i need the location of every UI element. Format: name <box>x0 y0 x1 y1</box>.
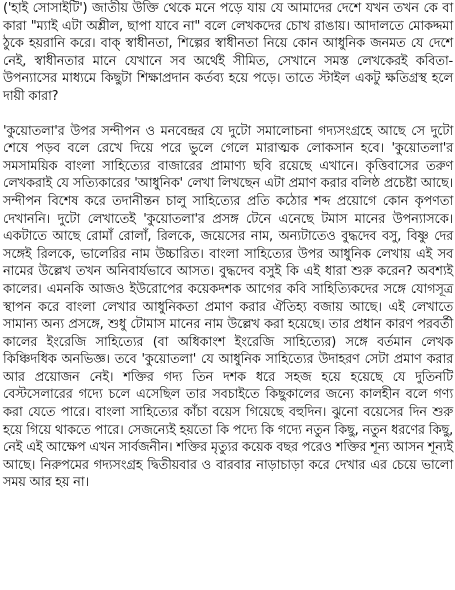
paragraph-intro: ('হাই সোসাইটি') জাতীয় উক্তি থেকে মনে পড়ে যায় যে আমাদের দেশে যখন তখন কে বা কারা "ম্যাই এটা অশ্লীল, ছাপা যাবে না" বলে লেখকদের চোখ রাঙায়। আদালতে মোকদ্দমা ঠুকে হয়রানি করে। বাক্ স্বাধীনতা, শিল্পের স্বাধীনতা নিয়ে কোন আধুনিক জনমত যে দেশে নেই, স্বাধীনতার মানে যেখানে সব অর্থেই সীমিত, সেখানে সমস্ত লেখকেরই কবিতা-উপন্যাসের মাধ্যমে কিছুটা শিক্ষাপ্রদান কর্তব্য হয়ে পড়ে। তাতে স্টাইল একটু ক্ষতিগ্রস্থ হলে দায়ী কারা? <box>3 1 453 104</box>
paragraph-main: 'কুয়োতলা'র উপর সন্দীপন ও মনবেন্দ্রর যে দুটো সমালোচনা গদ্যসংগ্রহে আছে সে দুটো শেষে পড়ব বলে রেখে দিয়ে পরে ভুলে গেলে মারাত্মক লোকসান হবে। 'কুয়োতলা'র সমসাময়িক বাংলা সাহিত্যের বাজারের প্রামাণ্য ছবি রয়েছে এখানে। কৃত্তিবাসের তরুণ লেখকরাই যে সত্যিকারের 'আধুনিক' লেখা লিখছেন এটা প্রমাণ করার বলিষ্ঠ প্রচেষ্টা আছে। সন্দীপন বিশেষ করে তদানীন্তন চালু সাহিত্যের প্রতি কঠোর শব্দ প্রয়োগে কোন কৃপণতা দেখাননি। দুটো লেখাতেই 'কুয়োতলা'র প্রসঙ্গ টেনে এনেছে টমাস মানের উপন্যাসকে। একটাতে আছে রোমাঁ রোলাঁ, রিলকে, জয়েসের নাম, অন্যটাতেও বুদ্ধদেব বসু, বিষ্ণু দের সঙ্গেই রিলকে, ভালেরির নাম উচ্চারিত। বাংলা সাহিত্যের উপর আধুনিক লেখায় এই সব নামের উল্লেখ তখন অনিবার্যভাবে আসত। বুদ্ধদেব বসুই কি এই ধারা শুরু করেন? অবশ্যই কালের। এমনকি আজও ইউরোপের কয়েকদশক আগের কবি সাহিত্যিকদের সঙ্গে যোগসূত্র স্থাপন করে বাংলা লেখার আধুনিকতা প্রমাণ করার ঐতিহ্য বজায় আছে। এই লেখাতে সামান্য অন্য প্রসঙ্গে, শুধু টোমাস মানের নাম উল্লেখ করা হয়েছে। তার প্রধান কারণ পরবর্তী কালের ইংরেজি সাহিত্যের (বা অধিকাংশ ইংরেজি সাহিত্যের) সঙ্গে বর্তমান লেখক কিঞ্চিদধিক অনভিজ্ঞ। তবে 'কুয়োতলা' যে আধুনিক সাহিত্যের উদাহরণ সেটা প্রমাণ করার আর প্রয়োজন নেই। শক্তির গদ্য তিন দশক ধরে সহজ হয়ে হয়েছে যে দুতিনটি বেস্টসেলারের গদ্যে চলে এসেছিল তার সবচাইতে কিছুকালের জন্যে কালহীন বলে গণ্য করা যেতে পারে। বাংলা সাহিত্যের কাঁচা বয়েস গিয়েছে বহুদিন। ঝুনো বয়েসের দিন শুরু হয়ে গিয়ে থাকতে পারে। সেজন্যেই হয়তো কি পদ্যে কি গদ্যে নতুন কিছু, নতুন ধরণের কিছু, নেই এই আক্ষেপ এখন সার্বজনীন। শক্তির মৃত্যুর কয়েক বছর পরেও শক্তির শূন্য আসন শূন্যই আছে। নিরুপমের গদ্যসংগ্রহ দ্বিতীয়বার ও বারবার নাড়াচাড়া করে দেখার এর চেয়ে ভালো সময় আর হয় না। <box>3 123 453 491</box>
